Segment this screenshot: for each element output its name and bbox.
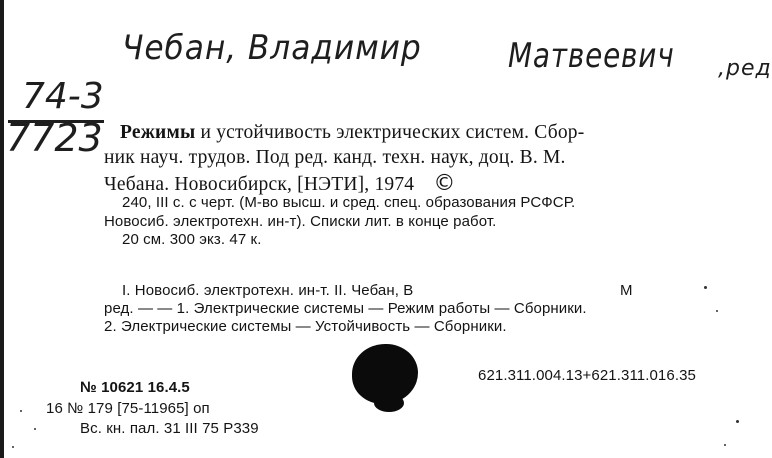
handwritten-editor-note: ,ред: [718, 56, 772, 81]
entry-title-rest: и устойчивость электрических систем. Сбор-: [200, 122, 585, 143]
card-edge: [0, 0, 4, 458]
footer-line-2: 16 № 179 [75-11965] оп: [46, 400, 210, 417]
handwritten-author-patronymic: Матвеевич: [508, 36, 675, 76]
ink-blot: [352, 344, 418, 404]
entry-line-5: Новосиб. электротехн. ин-т). Списки лит. в конце работ.: [104, 213, 497, 230]
print-speck: [34, 428, 36, 430]
copyright-icon: ©: [433, 171, 456, 196]
entry-imprint: Чебана. Новосибирск, [НЭТИ], 1974: [104, 174, 415, 195]
print-speck: [704, 286, 707, 289]
print-speck: [12, 446, 14, 448]
entry-title: Режимы: [120, 122, 196, 143]
handwritten-author-name: Чебан, Владимир: [122, 28, 422, 68]
entry-line-2: ник науч. трудов. Под ред. канд. техн. наук, доц. В. М.: [104, 147, 566, 168]
shelf-mark-top: 74-3: [22, 76, 104, 117]
tracing-line-1b: М: [620, 282, 633, 299]
footer-line-1: № 10621 16.4.5: [80, 379, 190, 396]
entry-line-6: 20 см. 300 экз. 47 к.: [122, 231, 262, 248]
tracing-line-2: ред. — — 1. Электрические системы — Режим работы — Сборники.: [104, 300, 587, 317]
shelf-mark-bottom: 7723: [6, 116, 103, 160]
footer-line-3: Вс. кн. пал. 31 III 75 Р339: [80, 420, 259, 437]
entry-line-3: [104, 171, 456, 196]
tracing-line-1a: I. Новосиб. электротехн. ин-т. II. Чебан, В: [122, 282, 414, 299]
entry-line-4: 240, III с. с черт. (М-во высш. и сред. спец. образования РСФСР.: [122, 194, 576, 211]
print-speck: [736, 420, 739, 423]
print-speck: [724, 444, 726, 446]
classification-index: 621.311.004.13+621.311.016.35: [478, 367, 696, 384]
print-speck: [716, 310, 718, 312]
tracing-line-3: 2. Электрические системы — Устойчивость — Сборники.: [104, 318, 507, 335]
entry-line-1: [120, 122, 584, 144]
print-speck: [20, 410, 22, 412]
